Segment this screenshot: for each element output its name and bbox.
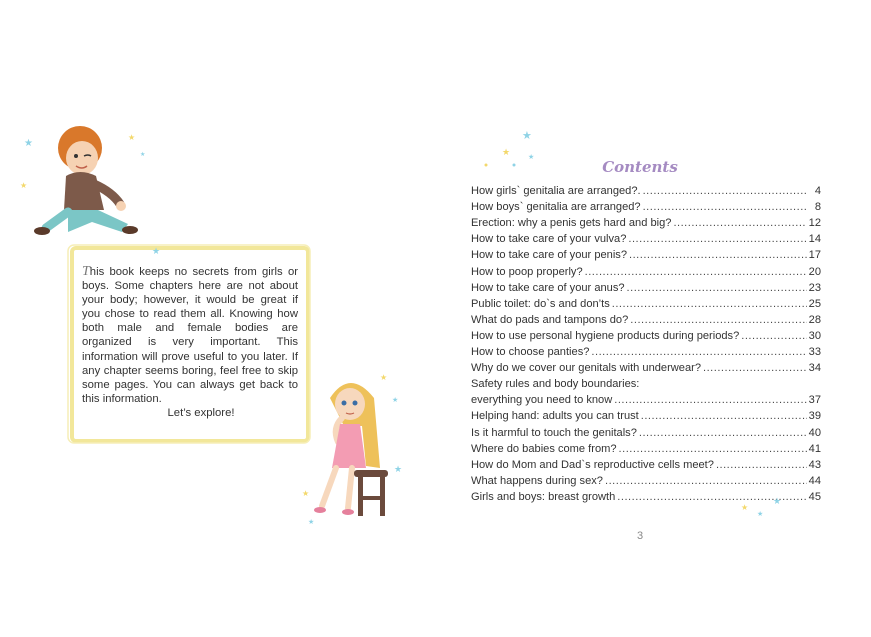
toc-entry-page: 25 xyxy=(808,297,821,310)
toc-dot-leader xyxy=(673,217,806,229)
toc-entry-title: Why do we cover our genitals with underwear? xyxy=(471,362,702,375)
svg-text:★: ★ xyxy=(308,519,315,526)
intro-text: his book keeps no secrets from girls or boys. Some chapters here are not about your body; however, it would be great if you chose to read them all. Knowing how both male and female bodies are organized is very important. This information will prove useful to you later. If any chapter seems boring, feel free to skip some pages. You can always get back to this information. xyxy=(82,266,298,405)
boy-illustration xyxy=(18,118,148,243)
toc-entry-page: 34 xyxy=(808,362,821,375)
toc-entry xyxy=(471,278,821,294)
toc-entry-title: Public toilet: do`s and don’ts xyxy=(471,297,610,310)
toc-entry-page: 17 xyxy=(808,249,821,262)
toc-entry xyxy=(471,310,821,326)
toc-entry-page: 39 xyxy=(808,410,821,423)
toc-entry xyxy=(471,261,821,277)
toc-entry xyxy=(471,439,821,455)
svg-text:★: ★ xyxy=(302,489,310,498)
toc-dot-leader xyxy=(716,459,807,471)
contents-title: Contents xyxy=(602,158,678,176)
toc-entry-page: 4 xyxy=(814,185,821,198)
toc-dot-leader xyxy=(641,410,807,422)
toc-entry-title: Where do babies come from? xyxy=(471,442,617,455)
toc-entry xyxy=(471,455,821,471)
toc-dot-leader xyxy=(619,443,807,455)
toc-entry xyxy=(471,390,821,406)
toc-entry-page: 20 xyxy=(808,265,821,278)
toc-entry xyxy=(471,422,821,438)
toc-entry-page: 33 xyxy=(808,346,821,359)
toc-dot-leader xyxy=(741,330,806,342)
stars-decoration-bottom xyxy=(735,490,795,525)
toc-entry-title: How to poop properly? xyxy=(471,265,583,278)
toc-entry-title: How girls` genitalia are arranged?. xyxy=(471,185,641,198)
svg-text:★: ★ xyxy=(757,511,764,518)
svg-text:★: ★ xyxy=(773,496,782,506)
toc-dot-leader xyxy=(614,394,806,406)
toc-entry-page: 37 xyxy=(808,394,821,407)
toc-entry-title: How to choose panties? xyxy=(471,346,590,359)
svg-text:★: ★ xyxy=(741,503,749,512)
svg-text:★: ★ xyxy=(24,138,33,149)
toc-entry-title: How do Mom and Dad`s reproductive cells meet? xyxy=(471,458,714,471)
toc-dot-leader xyxy=(703,362,807,374)
svg-text:★: ★ xyxy=(392,397,399,404)
toc-dot-leader xyxy=(630,314,806,326)
toc-entry-page: 44 xyxy=(808,474,821,487)
toc-entry xyxy=(471,229,821,245)
toc-entry xyxy=(471,213,821,229)
toc-entry xyxy=(471,181,821,197)
toc-entry xyxy=(471,294,821,310)
toc-dot-leader xyxy=(639,427,807,439)
toc-entry-title: Erection: why a penis gets hard and big? xyxy=(471,217,672,230)
toc-dot-leader xyxy=(627,282,807,294)
toc-entry xyxy=(471,406,821,422)
svg-text:★: ★ xyxy=(528,154,535,161)
toc-entry-title: How to use personal hygiene products during periods? xyxy=(471,329,740,342)
girl-illustration xyxy=(300,368,410,528)
svg-text:★: ★ xyxy=(140,152,146,158)
toc-dot-leader xyxy=(643,185,807,197)
intro-paragraph xyxy=(82,265,298,406)
toc-entry-page: 41 xyxy=(808,442,821,455)
toc-entry-page: 43 xyxy=(808,458,821,471)
toc-entry-page: 8 xyxy=(814,201,821,214)
toc-entry-page: 12 xyxy=(808,217,821,230)
toc-dot-leader xyxy=(612,298,807,310)
toc-dot-leader xyxy=(643,201,807,213)
toc-entry-page: 14 xyxy=(808,233,821,246)
toc-entry xyxy=(471,245,821,261)
svg-text:★: ★ xyxy=(502,147,511,157)
toc-entry xyxy=(471,342,821,358)
toc-entry xyxy=(471,326,821,342)
toc-entry-title: What do pads and tampons do? xyxy=(471,313,629,326)
stars-decoration-top xyxy=(478,125,548,175)
toc-dot-leader xyxy=(629,249,807,261)
toc-entry-title: everything you need to know xyxy=(471,394,613,407)
svg-text:★: ★ xyxy=(20,181,28,190)
toc-entry-title: What happens during sex? xyxy=(471,474,603,487)
toc-dot-leader xyxy=(585,266,807,278)
toc-entry-title: How to take care of your vulva? xyxy=(471,233,627,246)
toc-entry xyxy=(471,374,821,390)
page-number: 3 xyxy=(636,530,644,542)
svg-text:★: ★ xyxy=(522,130,532,142)
toc-entry-page: 40 xyxy=(808,426,821,439)
toc-entry-page: 28 xyxy=(808,313,821,326)
toc-entry-title: Is it harmful to touch the genitals? xyxy=(471,426,637,439)
svg-text:★: ★ xyxy=(152,246,161,256)
toc-entry-title: Safety rules and body boundaries: xyxy=(471,378,640,391)
toc-entry-title: Helping hand: adults you can trust xyxy=(471,410,639,423)
svg-text:★: ★ xyxy=(394,464,403,474)
toc-entry xyxy=(471,471,821,487)
svg-text:★: ★ xyxy=(380,373,388,382)
toc-entry-title: Girls and boys: breast growth xyxy=(471,490,616,503)
table-of-contents xyxy=(471,181,821,503)
toc-entry-page: 30 xyxy=(808,329,821,342)
drop-cap: T xyxy=(82,264,90,279)
lets-explore-text: Let’s explore! xyxy=(167,407,235,419)
toc-dot-leader xyxy=(591,346,806,358)
toc-entry-page: 45 xyxy=(808,490,821,503)
toc-entry xyxy=(471,197,821,213)
toc-entry-page: 23 xyxy=(808,281,821,294)
svg-text:★: ★ xyxy=(128,133,136,142)
toc-entry-title: How boys` genitalia are arranged? xyxy=(471,201,641,214)
toc-entry-title: How to take care of your anus? xyxy=(471,281,625,294)
toc-dot-leader xyxy=(628,233,806,245)
toc-entry-title: How to take care of your penis? xyxy=(471,249,628,262)
toc-entry xyxy=(471,358,821,374)
toc-dot-leader xyxy=(605,475,807,487)
